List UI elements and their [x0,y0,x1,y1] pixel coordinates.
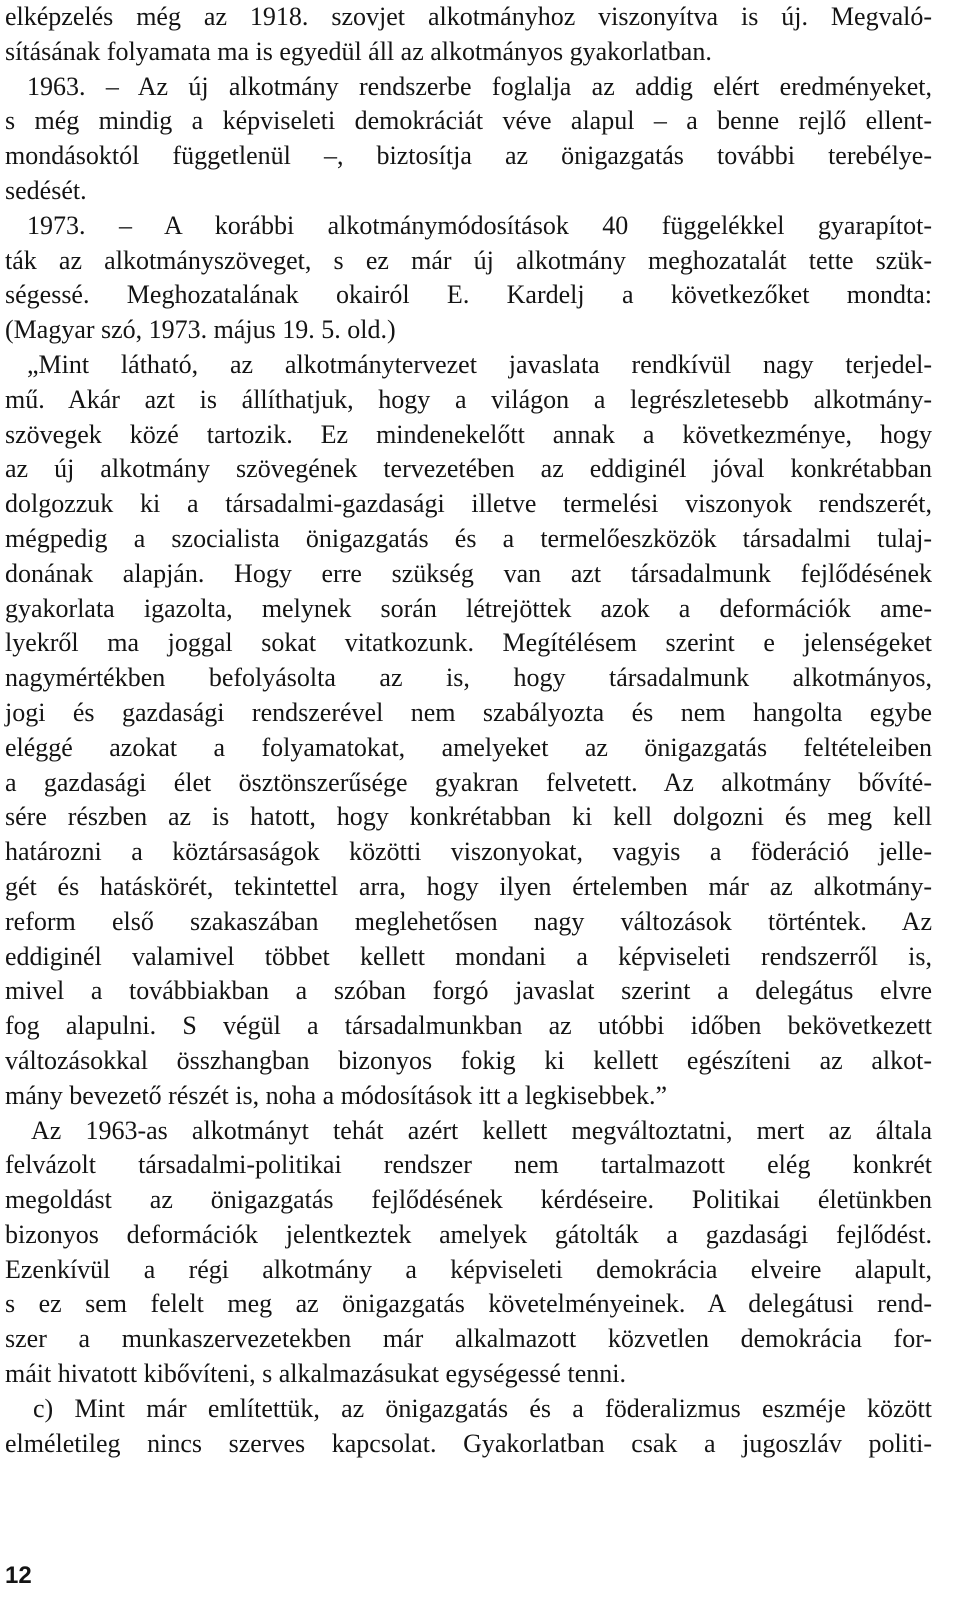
text-line: gét és hatáskörét, tekintettel arra, hogy ilyen értelemben már az alkotmány- [5,871,932,901]
text-line: felvázolt társadalmi-politikai rendszer nem tartalmazott elég konkrét [5,1150,932,1180]
text-line: elképzelés még az 1918. szovjet alkotmányhoz viszonyítva is új. Megvaló- [5,2,932,31]
text-line: elméletileg nincs szerves kapcsolat. Gyakorlatban csak a jugoszláv politi- [5,1428,932,1458]
text-line: ták az alkotmányszöveget, s ez már új alkotmány meghozatalát tette szük- [5,245,932,275]
text-line: a gazdasági élet ösztönszerűsége gyakran felvetett. Az alkotmány bővíté- [5,767,932,797]
text-line: reform első szakaszában meglehetősen nagy változások történtek. Az [5,906,932,936]
text-line: határozni a köztársaságok közötti viszonyokat, vagyis a föderáció jelle- [5,837,932,867]
text-line: c) Mint már említettük, az önigazgatás és a föderalizmus eszméje között [33,1393,932,1423]
text-line: (Magyar szó, 1973. május 19. 5. old.) [5,315,396,345]
text-line: máit hivatott kibővíteni, s alkalmazásukat egységessé tenni. [5,1359,626,1389]
text-line: jogi és gazdasági rendszerével nem szabályozta és nem hangolta egybe [5,697,932,727]
text-line: sedését. [5,175,87,205]
text-line: s ez sem felelt meg az önigazgatás követelményeinek. A delegátusi rend- [5,1289,932,1319]
text-line: mégpedig a szocialista önigazgatás és a termelőeszközök társadalmi tulaj- [5,523,932,553]
text-line: változásokkal összhangban bizonyos fokig ki kellett egészíteni az alkot- [5,1045,932,1075]
text-line: Ezenkívül a régi alkotmány a képviseleti demokrácia elveire alapult, [5,1254,932,1284]
text-line: dolgozzuk ki a társadalmi-gazdasági illetve termelési viszonyok rendszerét, [5,489,932,519]
text-line: mány bevezető részét is, noha a módosítások itt a legkisebbek.” [5,1080,668,1110]
text-line: mivel a továbbiakban a szóban forgó javaslat szerint a delegátus elvre [5,976,932,1006]
text-line: lyekről ma joggal sokat vitatkozunk. Megítélésem szerint e jelenségeket [5,628,932,658]
text-line: sére részben az is hatott, hogy konkrétabban ki kell dolgozni és meg kell [5,802,932,832]
text-line: donának alapján. Hogy erre szükség van azt társadalmunk fejlődésének [5,558,932,588]
document-page [5,0,932,1461]
text-line: fog alapulni. S végül a társadalmunkban az utóbbi időben bekövetkezett [5,1011,932,1041]
text-line: mű. Akár azt is állíthatjuk, hogy a világon a legrészletesebb alkotmány- [5,384,932,414]
page-number: 12 [5,1562,32,1589]
text-line: az új alkotmány szövegének tervezetében az eddiginél jóval konkrétabban [5,454,932,484]
text-line: „Mint látható, az alkotmánytervezet javaslata rendkívül nagy terjedel- [27,349,932,379]
text-line: megoldást az önigazgatás fejlődésének kérdéseire. Politikai életünkben [5,1185,932,1215]
text-line: mondásoktól függetlenül –, biztosítja az önigazgatás további terebélye- [5,141,932,171]
text-line: szer a munkaszervezetekben már alkalmazott közvetlen demokrácia for- [5,1324,932,1354]
text-line: szövegek közé tartozik. Ez mindenekelőtt annak a következménye, hogy [5,419,932,449]
text-line: 1963. – Az új alkotmány rendszerbe foglalja az addig elért eredményeket, [27,71,932,101]
text-line: ségessé. Meghozatalának okairól E. Kardelj a következőket mondta: [5,280,932,310]
text-line: nagymértékben befolyásolta az is, hogy társadalmunk alkotmányos, [5,663,932,693]
text-line: Az 1963-as alkotmányt tehát azért kellett megváltoztatni, mert az általa [31,1115,932,1145]
text-line: 1973. – A korábbi alkotmánymódosítások 40 függelékkel gyarapítot- [27,210,932,240]
text-line: bizonyos deformációk jelentkeztek amelyek gátolták a gazdasági fejlődést. [5,1219,932,1249]
text-line: gyakorlata igazolta, melynek során létrejöttek azok a deformációk ame- [5,593,932,623]
text-line: eléggé azokat a folyamatokat, amelyeket az önigazgatás feltételeiben [5,732,932,762]
text-line: eddiginél valamivel többet kellett mondani a képviseleti rendszerről is, [5,941,932,971]
text-line: sításának folyamata ma is egyedül áll az alkotmányos gyakorlatban. [5,36,712,66]
text-line: s még mindig a képviseleti demokráciát véve alapul – a benne rejlő ellent- [5,106,932,136]
